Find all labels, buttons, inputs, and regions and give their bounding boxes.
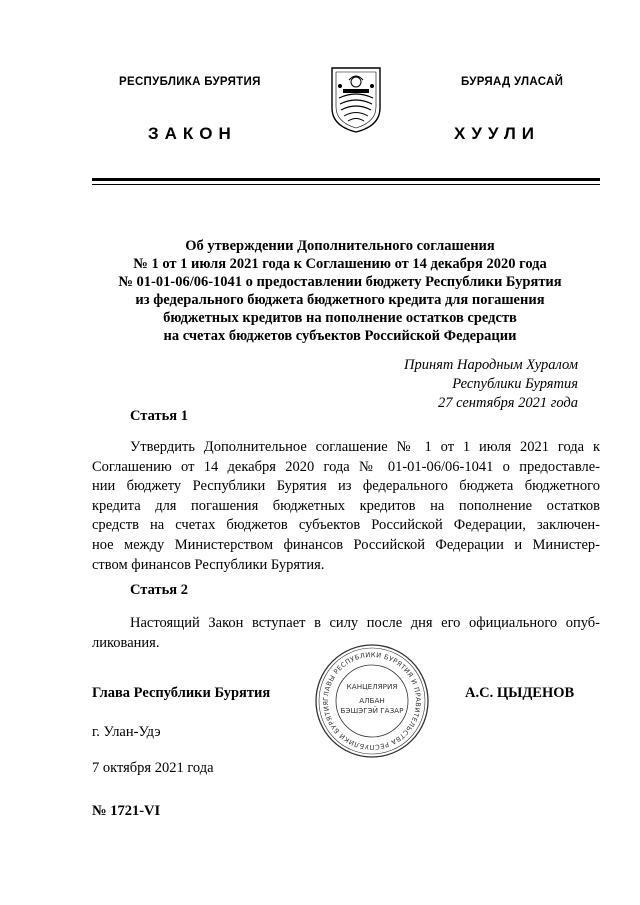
- adoption-note: [404, 356, 578, 413]
- adoption-line: Принят Народным Хуралом: [403, 357, 578, 373]
- stamp-text-line: КАНЦЕЛЯРИЯ: [346, 682, 398, 691]
- law-label-bua: ХУУЛИ: [454, 124, 540, 143]
- signatory-position: Глава Республики Бурятия: [92, 685, 271, 701]
- signatory-name: А.С. ЦЫДЕНОВ: [465, 685, 575, 701]
- paragraph-line: ством финансов Республики Бурятия.: [92, 556, 325, 573]
- signing-date: 7 октября 2021 года: [92, 760, 214, 776]
- header-republic-bua: БУРЯАД УЛАСАЙ: [461, 76, 564, 88]
- header-divider-thick: [92, 178, 600, 181]
- paragraph-line: средств на счетах бюджетов субъектов Российской Федерации, заключен-: [92, 517, 600, 534]
- paragraph-line: ликования.: [92, 634, 160, 651]
- law-label-ru: ЗАКОН: [148, 124, 237, 143]
- paragraph-line: кредита для погашения бюджетных кредитов на пополнение остатков: [92, 497, 600, 514]
- article-1-heading: Статья 1: [130, 408, 188, 424]
- law-title: [80, 237, 600, 345]
- paragraph-line: Утвердить Дополнительное соглашение № 1 от 1 июля 2021 года к: [130, 439, 600, 455]
- adoption-line: 27 сентября 2021 года: [437, 395, 578, 411]
- header-divider-thin: [92, 184, 600, 185]
- title-line: бюджетных кредитов на пополнение остатков средств: [163, 310, 517, 326]
- paragraph-line: нии бюджету Республики Бурятия из федерального бюджета бюджетного: [92, 478, 600, 495]
- stamp-text-line: АЛБАН: [359, 696, 385, 705]
- title-line: № 1 от 1 июля 2021 года к Соглашению от 14 декабря 2020 года: [133, 256, 547, 272]
- law-number: № 1721-VI: [92, 803, 161, 819]
- paragraph-line: Настоящий Закон вступает в силу после дня его официального опуб-: [130, 615, 600, 631]
- stamp-text-line: БЭШЭГЭЙ ГАЗАР: [340, 706, 404, 715]
- paragraph-line: Соглашению от 14 декабря 2020 года № 01-01-06/06-1041 о предоставле-: [92, 458, 600, 475]
- paragraph-line: ное между Министерством финансов Российской Федерации и Министер-: [92, 536, 600, 553]
- adoption-line: Республики Бурятия: [452, 376, 578, 392]
- signing-place: г. Улан-Удэ: [92, 724, 161, 740]
- title-line: Об утверждении Дополнительного соглашения: [185, 238, 495, 254]
- title-line: на счетах бюджетов субъектов Российской Федерации: [163, 328, 517, 344]
- article-2-heading: Статья 2: [130, 582, 188, 598]
- title-line: № 01-01-06/06-1041 о предоставлении бюджету Республики Бурятия: [118, 274, 562, 290]
- title-line: из федерального бюджета бюджетного кредита для погашения: [135, 292, 545, 308]
- article-1-text: [92, 438, 600, 575]
- chancellery-seal-stamp-icon: [313, 642, 431, 760]
- stamp-ring-text: ГЛАВЫ РЕСПУБЛИКИ БУРЯТИЯ И ПРАВИТЕЛЬСТВА РЕСПУБЛИКИ БУРЯТИЯ: [321, 650, 423, 752]
- republic-of-buryatia-coat-of-arms-icon: [330, 62, 382, 134]
- header-republic-ru: РЕСПУБЛИКА БУРЯТИЯ: [119, 76, 261, 88]
